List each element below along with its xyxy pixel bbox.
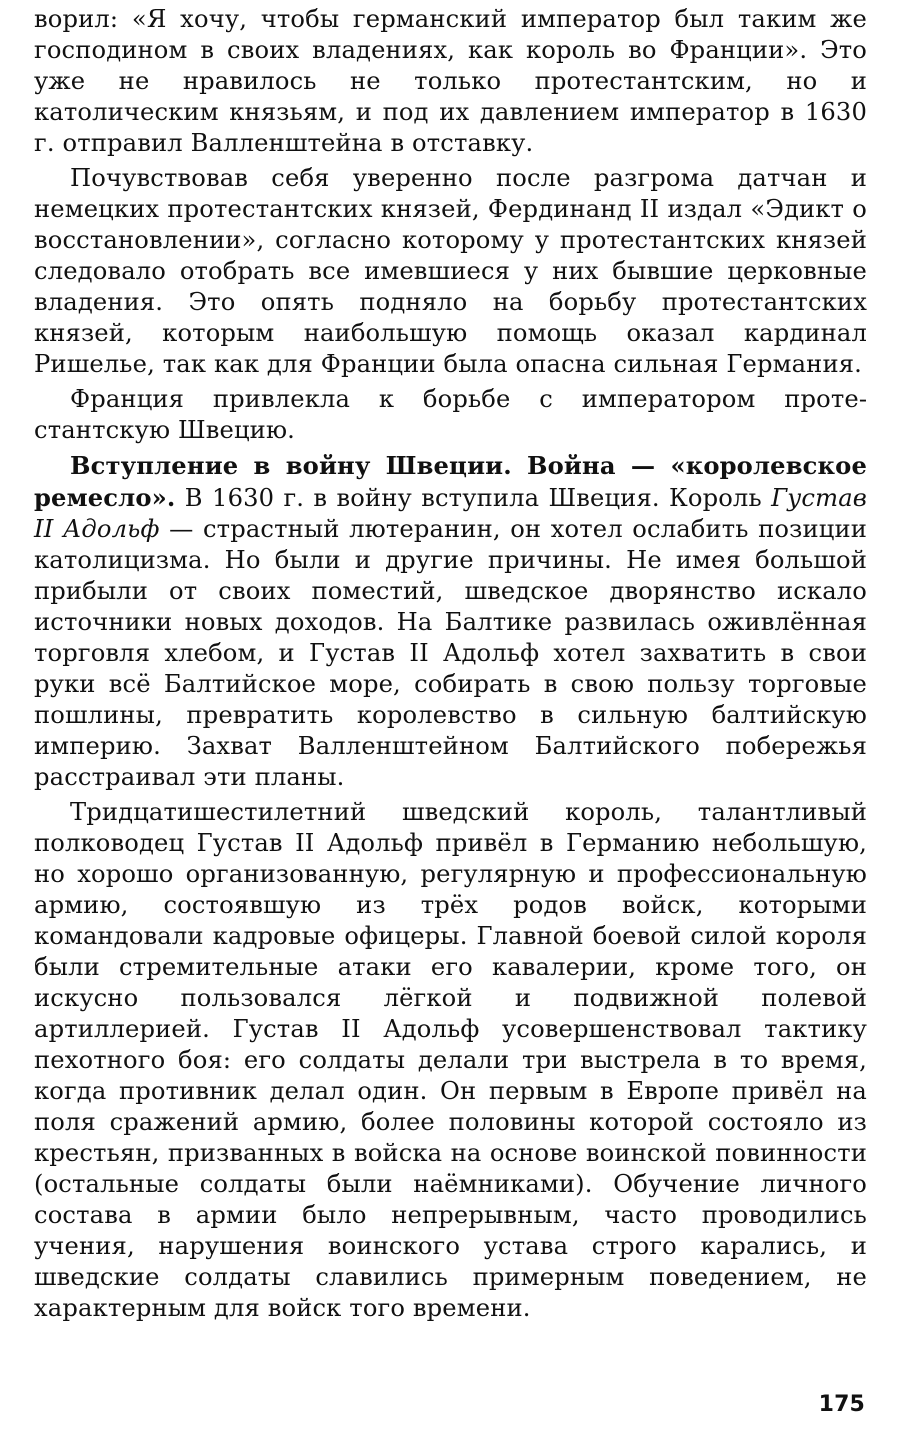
king-name-italic: Густав II Адольф — [34, 484, 867, 543]
page-number: 175 — [818, 1392, 865, 1417]
paragraph-text: Тридцатишестилетний шведский король, талантливый полководец Густав II Адольф привёл в Германию небольшую, но хорошо организованную, регулярную и профессиональную армию, состоявшую из трёх родов войск, которыми командовали кадровые офицеры. Главной боевой силой короля были стремительные атаки его кавалерии, кроме того, он искусно пользовался лёгкой и подвижной полевой артиллерией. Густав II Адольф усовершенствовал тактику пехотного боя: его солдаты делали три выстрела в то время, когда противник делал один. Он первым в Европе привёл на поля сражений армию, более половины которой состояло из крестьян, призванных в войска на основе воинской повинности (остальные солдаты были наёмниками). Обучение личного состава в армии было непрерывным, часто проводились учения, нарушения воинского устава строго карались, и шведские солдаты славились примерным поведением, не характерным для войск того времени. — [34, 798, 867, 1322]
paragraph-text: ворил: «Я хочу, чтобы германский император был таким же господином в своих владениях, как король во Франции». Это уже не нравилось не только протестантским, но и католическим князьям, и под их давлением император в 1630 г. отправил Валленштейна в отставку. — [34, 5, 867, 157]
paragraph-text: Франция привлекла к борьбе с императором протестантскую Швецию. — [34, 385, 867, 444]
paragraph-text-part: В 1630 г. в войну вступила Швеция. Король — [175, 484, 772, 512]
paragraph-swedish-army — [34, 797, 867, 1324]
paragraph-edict — [34, 163, 867, 380]
paragraph-france — [34, 384, 867, 446]
paragraph-text: Почувствовав себя уверенно после разгрома датчан и немецких протестантских князей, Фердинанд II издал «Эдикт о восстановлении», согласно которому у протестантских князей следовало отобрать все имевшиеся у них бывшие церковные владения. Это опять подняло на борьбу протестантских князей, которым наибольшую помощь оказал кардинал Ришелье, так как для Франции была опасна сильная Германия. — [34, 164, 867, 378]
paragraph-text-part: — страстный лютеранин, он хотел ослабить позиции католицизма. Но были и другие причины. Не имея большой прибыли от своих поместий, шведское дворянство искало источники новых доходов. На Балтике развилась оживлённая торговля хлебом, и Густав II Адольф хотел захватить в свои руки всё Балтийское море, собирать в свою пользу торговые пошлины, превратить королевство в сильную балтийскую империю. Захват Валленштейном Балтийского побережья расстраивал эти планы. — [34, 515, 867, 791]
section-heading: Вступление в войну Швеции. Война — «королевское ремесло». — [34, 451, 867, 512]
paragraph-sweden-entry — [34, 450, 867, 793]
paragraph-continuation — [34, 4, 867, 159]
